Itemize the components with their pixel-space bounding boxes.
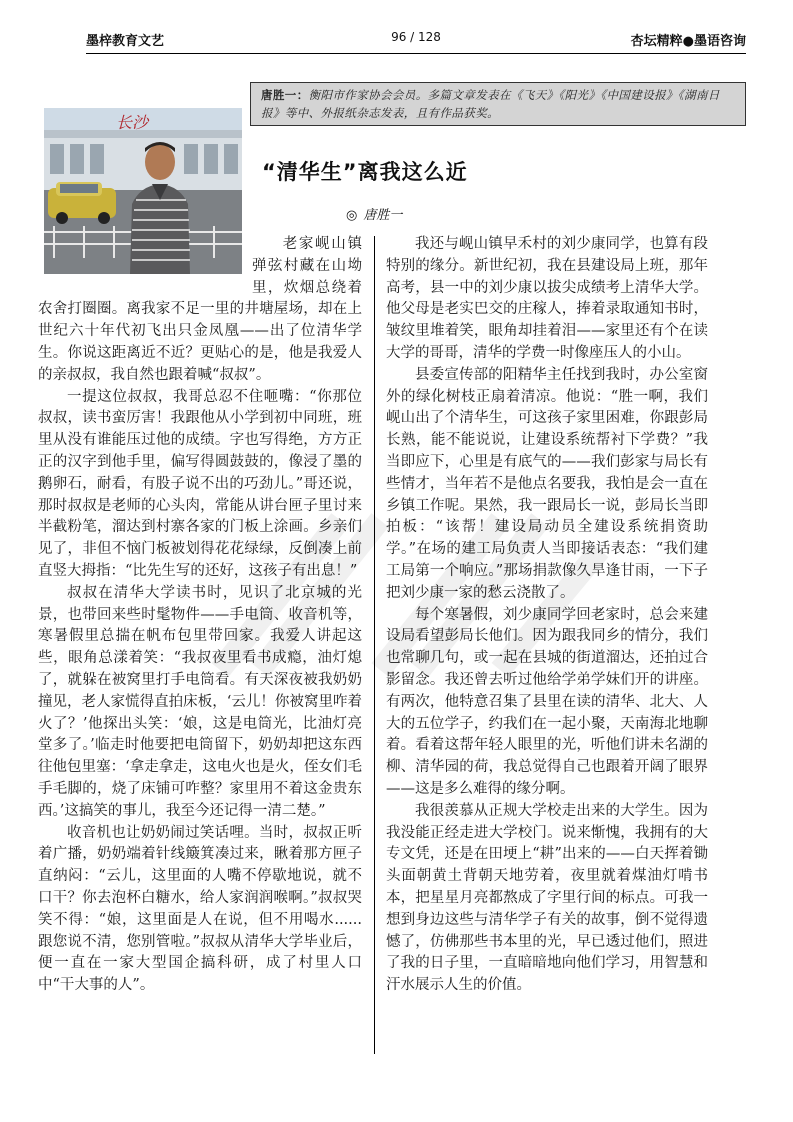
station-sign: 长沙 bbox=[116, 113, 149, 132]
paragraph: 收音机也让奶奶闹过笑话哩。当时，叔叔正听着广播，奶奶端着针线簸箕凑过来，瞅着那方匣子直纳闷：“云儿，这里面的人嘴不停歇地说，就不口干？你去泡杯白糖水，给人家润润喉啊。”叔叔哭笑不得：“娘，这里面是人在说，但不用喝水......跟您说不清，您别管啦。”叔叔从清华大学毕业后，便一直在一家大型国企搞科研，成了村里人口中“干大事的人”。 bbox=[38, 824, 362, 994]
paragraph: 叔叔在清华大学读书时，见识了北京城的光景，也带回来些时髦物件——手电筒、收音机等，寒暑假里总揣在帆布包里带回家。我爱人讲起这些，眼角总漾着笑：“我叔夜里看书成瘾，油灯熄了，就躲在被窝里打手电筒看。有天深夜被我奶奶撞见，老人家慌得直拍床板，‘云儿！你被窝里咋着火了？’他探出头笑：‘娘，这是电筒光，比油灯亮堂多了。’临走时他要把电筒留下，奶奶却把这东西往他包里塞：‘拿走拿走，这电火也是火，侄女们毛手毛脚的，烧了床铺可咋整？家里用不着这金贵东西。’这搞笑的事儿，我至今还记得一清二楚。” bbox=[38, 584, 362, 819]
article-title: “清华生”离我这么近 bbox=[262, 160, 468, 184]
header-section: 杏坛精粹●墨语咨询 bbox=[630, 34, 746, 49]
article-byline bbox=[346, 204, 546, 224]
paragraph: 一提这位叔叔，我哥总忍不住咂嘴：“你那位叔叔，读书蛮厉害！我跟他从小学到初中同班，班里从没有谁能压过他的成绩。字也写得绝，方方正正的汉字到他手里，偏写得圆鼓鼓的，像浸了墨的鹅卵石，耐看，有股子说不出的巧劲儿。”哥还说，那时叔叔是老师的心头肉，常能从讲台匣子里讨来半截粉笔，溜达到村寨各家的门板上涂画。乡亲们见了，非但不恼门板被划得花花绿绿，反倒凑上前直竖大拇指：“比先生写的还好，这孩子有出息！” bbox=[38, 388, 362, 579]
paragraph: 每个寒暑假，刘少康同学回老家时，总会来建设局看望彭局长他们。因为跟我同乡的情分，我们也常聊几句，或一起在县城的街道溜达，还拍过合影留念。我还曾去听过他给学弟学妹们开的讲座。有两次，他特意召集了县里在读的清华、北大、人大的五位学子，约我们在一起小聚，天南海北地聊着。看着这帮年轻人眼里的光，听他们讲未名湖的柳、清华园的荷，我总觉得自己也跟着开阔了眼界——这是多么难得的缘分啊。 bbox=[386, 606, 708, 797]
page-number: 96 / 128 bbox=[391, 30, 441, 44]
photo-wrap-space bbox=[38, 234, 252, 298]
paragraph: 老家岘山镇弹弦村藏在山坳里，炊烟总绕着农舍打圈圈。离我家不足一里的井塘屋场，却在上世纪六十年代初飞出只金凤凰——出了位清华学生。你说这距离近不近？更贴心的是，他是我爱人的亲叔叔，我自然也跟着喊“叔叔”。 bbox=[38, 236, 362, 383]
article-author: 唐胜一 bbox=[363, 208, 403, 223]
author-bio-box bbox=[250, 82, 746, 126]
author-bio-text: 衡阳市作家协会会员。多篇文章发表在《飞天》《阳光》《中国建设报》《湖南日报》等中、外报纸杂志发表，且有作品获奖。 bbox=[261, 88, 720, 120]
paragraph: 我还与岘山镇早禾村的刘少康同学，也算有段特别的缘分。新世纪初，我在县建设局上班，那年高考，县一中的刘少康以拔尖成绩考上清华大学。他父母是老实巴交的庄稼人，捧着录取通知书时，皱纹里堆着笑，眼角却挂着泪——家里还有个在读大学的哥哥，清华的学费一时像座压人的小山。 bbox=[386, 236, 708, 361]
header-rule bbox=[86, 53, 746, 54]
author-bio-name: 唐胜一： bbox=[261, 88, 309, 102]
page-header bbox=[86, 28, 746, 50]
column-divider bbox=[374, 236, 375, 1054]
article-column-left bbox=[38, 234, 362, 997]
byline-mark: ◎ bbox=[346, 208, 358, 223]
header-publication: 墨梓教育文艺 bbox=[86, 34, 165, 49]
paragraph: 我很羡慕从正规大学校走出来的大学生。因为我没能正经走进大学校门。说来惭愧，我拥有的大专文凭，还是在田埂上“耕”出来的——白天挥着锄头面朝黄土背朝天地劳着，夜里就着煤油灯啃书本，把星星月亮都熬成了字里行间的标点。可我一想到身边这些与清华学子有关的故事，倒不觉得遗憾了，仿佛那些书本里的光，早已透过他们，照进了我的日子里，一直暗暗地向他们学习，用智慧和汗水展示人生的价值。 bbox=[386, 802, 708, 994]
article-column-right bbox=[386, 234, 708, 997]
paragraph: 县委宣传部的阳精华主任找到我时，办公室窗外的绿化树枝正扇着清凉。他说：“胜一啊，我们岘山出了个清华生，可这孩子家里困难，你跟彭局长熟，能不能说说，让建设系统帮衬下学费？”我当即应下，心里是有底气的——我们彭家与局长有些情才，当年若不是他点名要我，我怕是会一直在乡镇工作呢。果然，我一跟局长一说，彭局长当即拍板：“该帮！建设局动员全建设系统捐资助学。”在场的建工局负责人当即接话表态：“我们建工局第一个响应。”那场捐款像久旱逢甘雨，一下子把刘少康一家的愁云浇散了。 bbox=[386, 366, 708, 601]
